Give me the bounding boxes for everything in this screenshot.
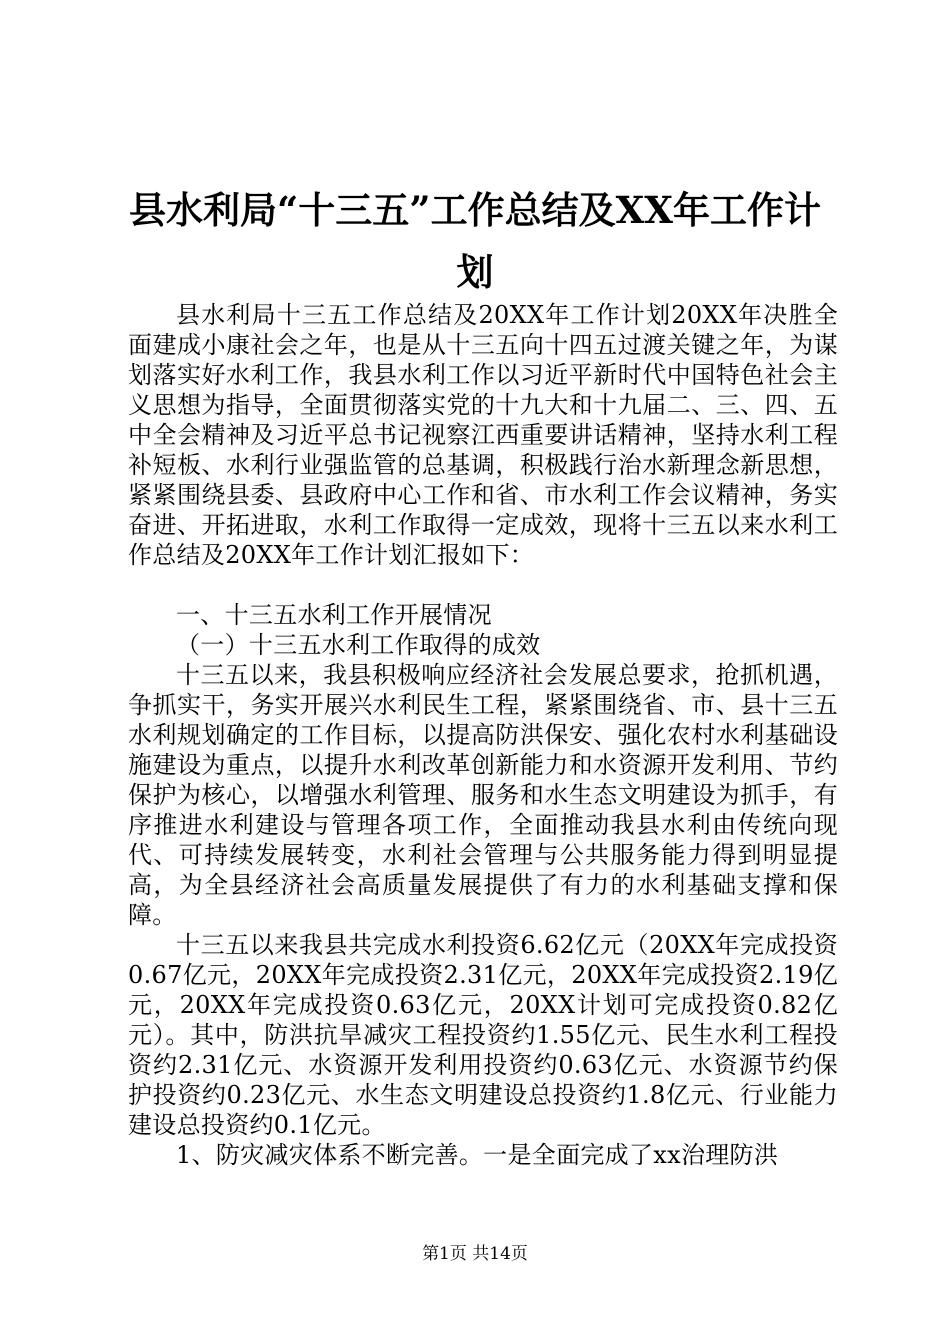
page-number-footer: 第1页 共14页 bbox=[422, 1244, 528, 1264]
document-title-line-2: 划 bbox=[456, 250, 494, 294]
achievements-paragraph: 十三五以来，我县积极响应经济社会发展总要求，抢抓机遇，争抓实干，务实开展兴水利民生工程，紧紧围绕省、市、县十三五水利规划确定的工作目标，以提高防洪保安、强化农村水利基础设施建设为重点，以提升水利改革创新能力和水资源开发利用、节约保护为核心，以增强水利管理、服务和水生态文明建设为抓手，有序推进水利建设与管理各项工作，全面推动我县水利由传统向现代、可持续发展转变，水利社会管理与公共服务能力得到明显提高，为全县经济社会高质量发展提供了有力的水利基础支撑和保障。 bbox=[128, 661, 838, 929]
subsection-heading: （一）十三五水利工作取得的成效 bbox=[176, 631, 541, 659]
investment-paragraph: 十三五以来我县共完成水利投资6.62亿元（20XX年完成投资0.67亿元，20XX年完成投资2.31亿元，20XX年完成投资2.19亿元，20XX年完成投资0.63亿元，20XX计划可完成投资0.82亿元）。其中，防洪抗旱减灾工程投资约1.55亿元、民生水利工程投资约2.31亿元、水资源开发利用投资约0.63亿元、水资源节约保护投资约0.23亿元、水生态文明建设总投资约1.8亿元、行业能力建设总投资约0.1亿元。 bbox=[128, 931, 838, 1139]
section-heading: 一、十三五水利工作开展情况 bbox=[176, 601, 492, 629]
intro-paragraph: 县水利局十三五工作总结及20XX年工作计划20XX年决胜全面建成小康社会之年，也是从十三五向十四五过渡关键之年，为谋划落实好水利工作，我县水利工作以习近平新时代中国特色社会主义思想为指导，全面贯彻落实党的十九大和十九届二、三、四、五中全会精神及习近平总书记视察江西重要讲话精神，坚持水利工程补短板、水利行业强监管的总基调，积极践行治水新理念新思想，紧紧围绕县委、县政府中心工作和省、市水利工作会议精神，务实奋进、开拓进取，水利工作取得一定成效，现将十三五以来水利工作总结及20XX年工作计划汇报如下： bbox=[128, 301, 838, 569]
document-body bbox=[128, 300, 838, 1170]
document-title-line-1: 县水利局“十三五”工作总结及XX年工作计 bbox=[129, 188, 821, 232]
disaster-prevention-paragraph: 1、防灾减灾体系不断完善。一是全面完成了xx治理防洪 bbox=[176, 1141, 779, 1169]
